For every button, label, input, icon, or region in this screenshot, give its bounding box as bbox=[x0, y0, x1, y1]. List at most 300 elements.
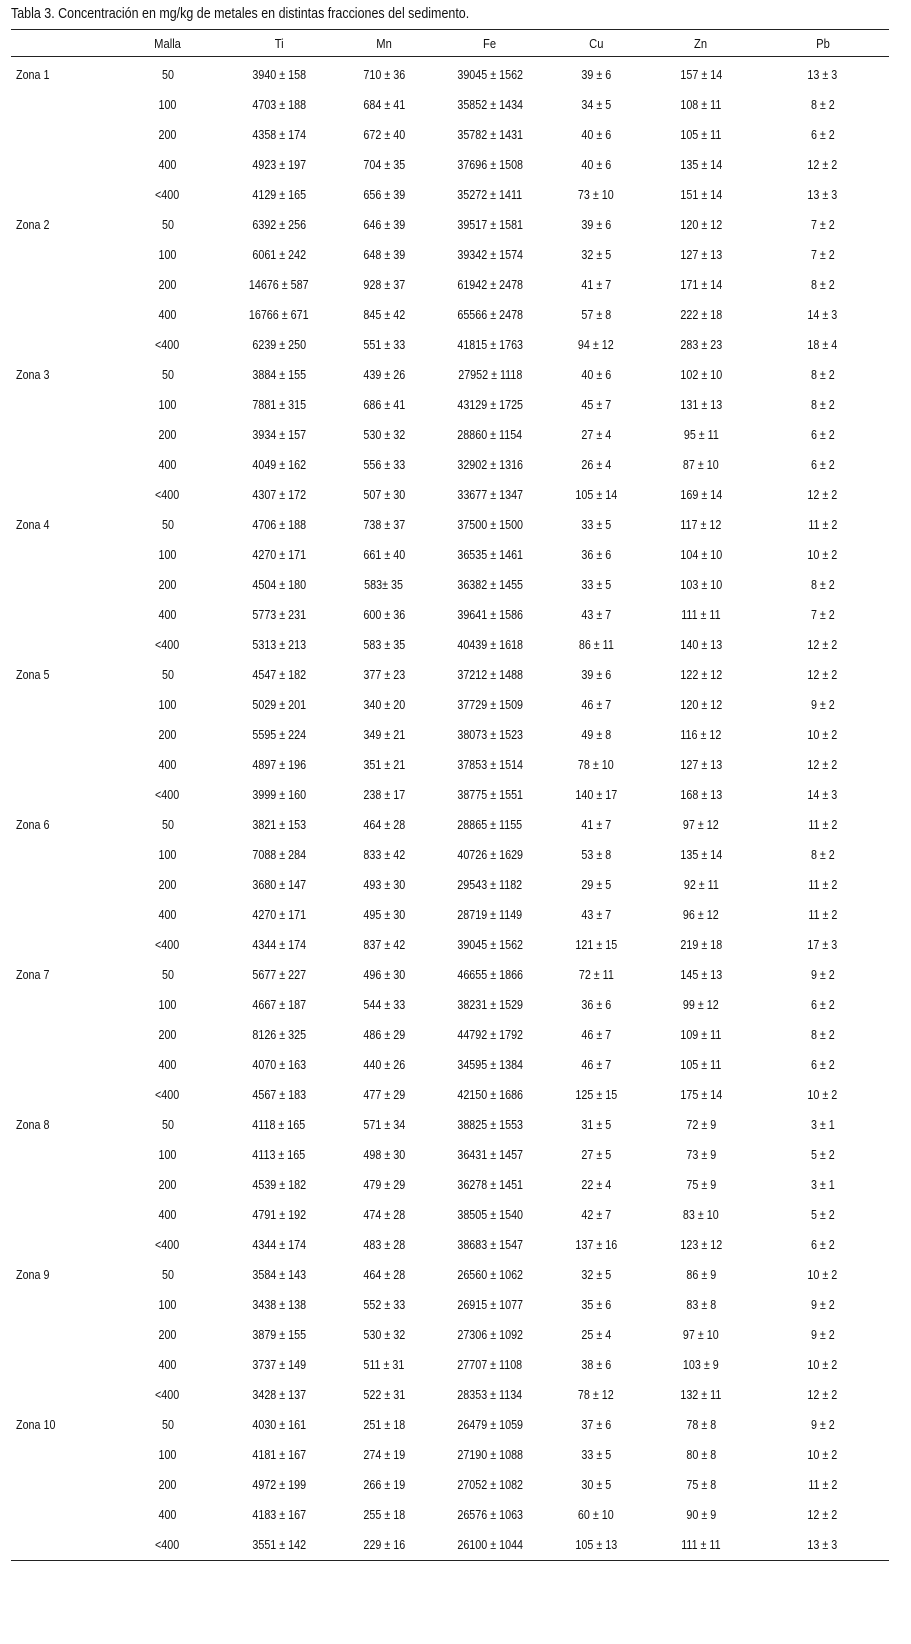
pb-cell: 18 ± 4 bbox=[807, 338, 838, 352]
ti-cell: 3999 ± 160 bbox=[252, 788, 306, 802]
table-row bbox=[11, 870, 889, 900]
fe-cell: 38775 ± 1551 bbox=[457, 788, 523, 802]
ti-cell: 4113 ± 165 bbox=[252, 1148, 306, 1162]
mn-cell: 495 ± 30 bbox=[363, 908, 405, 922]
mn-cell: 229 ± 16 bbox=[363, 1538, 405, 1552]
malla-cell: 50 bbox=[161, 218, 174, 232]
ti-cell: 7881 ± 315 bbox=[252, 398, 306, 412]
mn-cell: 496 ± 30 bbox=[363, 968, 405, 982]
pb-cell: 12 ± 2 bbox=[807, 758, 838, 772]
mn-cell: 648 ± 39 bbox=[363, 248, 405, 262]
malla-cell: 100 bbox=[158, 848, 177, 862]
table-row bbox=[11, 810, 889, 840]
ti-cell: 4897 ± 196 bbox=[252, 758, 306, 772]
fe-header: Fe bbox=[483, 35, 497, 51]
malla-cell: 50 bbox=[161, 668, 174, 682]
pb-cell: 10 ± 2 bbox=[807, 1448, 838, 1462]
ti-cell: 6061 ± 242 bbox=[252, 248, 306, 262]
pb-cell: 3 ± 1 bbox=[810, 1118, 835, 1132]
cu-cell: 36 ± 6 bbox=[581, 548, 611, 562]
cu-cell: 60 ± 10 bbox=[578, 1508, 614, 1522]
zone-label bbox=[11, 1020, 111, 1050]
malla-cell: 400 bbox=[158, 158, 177, 172]
cu-cell: 25 ± 4 bbox=[581, 1328, 611, 1342]
table-row bbox=[11, 1170, 889, 1200]
zn-cell: 80 ± 8 bbox=[686, 1448, 716, 1462]
cu-cell: 86 ± 11 bbox=[578, 638, 614, 652]
table-row bbox=[11, 240, 889, 270]
malla-cell: 100 bbox=[158, 1148, 177, 1162]
malla-cell: <400 bbox=[155, 1238, 180, 1252]
pb-cell: 7 ± 2 bbox=[810, 218, 835, 232]
zone-label: Zona 1 bbox=[16, 68, 50, 82]
fe-cell: 27707 ± 1108 bbox=[457, 1358, 523, 1372]
malla-cell: 200 bbox=[158, 1478, 177, 1492]
fe-cell: 27306 ± 1092 bbox=[457, 1328, 523, 1342]
zn-cell: 105 ± 11 bbox=[680, 128, 722, 142]
zn-cell: 72 ± 9 bbox=[686, 1118, 716, 1132]
mn-cell: 530 ± 32 bbox=[363, 428, 405, 442]
cu-cell: 140 ± 17 bbox=[575, 788, 617, 802]
zone-label: Zona 5 bbox=[16, 668, 50, 682]
zone-label bbox=[11, 1170, 111, 1200]
cu-cell: 27 ± 4 bbox=[581, 428, 611, 442]
mn-cell: 544 ± 33 bbox=[363, 998, 405, 1012]
zone-label bbox=[11, 1470, 111, 1500]
malla-cell: 50 bbox=[161, 1418, 174, 1432]
zn-cell: 73 ± 9 bbox=[686, 1148, 716, 1162]
table-row bbox=[11, 1290, 889, 1320]
zn-cell: 132 ± 11 bbox=[680, 1388, 722, 1402]
pb-cell: 8 ± 2 bbox=[810, 578, 835, 592]
fe-cell: 26560 ± 1062 bbox=[457, 1268, 523, 1282]
mn-cell: 479 ± 29 bbox=[363, 1178, 405, 1192]
fe-cell: 29543 ± 1182 bbox=[457, 878, 523, 892]
pb-cell: 13 ± 3 bbox=[807, 188, 838, 202]
table-row bbox=[11, 1470, 889, 1500]
cu-cell: 32 ± 5 bbox=[581, 248, 611, 262]
ti-cell: 6239 ± 250 bbox=[252, 338, 306, 352]
fe-cell: 36278 ± 1451 bbox=[457, 1178, 523, 1192]
pb-cell: 10 ± 2 bbox=[807, 728, 838, 742]
ti-cell: 3737 ± 149 bbox=[252, 1358, 306, 1372]
malla-cell: 200 bbox=[158, 278, 177, 292]
table-row bbox=[11, 1050, 889, 1080]
zone-label bbox=[11, 450, 111, 480]
metals-table bbox=[11, 29, 889, 1561]
ti-cell: 3821 ± 153 bbox=[252, 818, 306, 832]
mn-cell: 507 ± 30 bbox=[363, 488, 405, 502]
malla-cell: 100 bbox=[158, 398, 177, 412]
ti-cell: 4118 ± 165 bbox=[252, 1118, 306, 1132]
cu-cell: 34 ± 5 bbox=[581, 98, 611, 112]
zn-cell: 95 ± 11 bbox=[683, 428, 719, 442]
zn-cell: 86 ± 9 bbox=[686, 1268, 716, 1282]
mn-cell: 349 ± 21 bbox=[363, 728, 405, 742]
pb-cell: 10 ± 2 bbox=[807, 548, 838, 562]
zn-cell: 122 ± 12 bbox=[680, 668, 722, 682]
table-row bbox=[11, 1260, 889, 1290]
zone-label bbox=[11, 570, 111, 600]
cu-cell: 43 ± 7 bbox=[581, 908, 611, 922]
zn-cell: 157 ± 14 bbox=[680, 68, 722, 82]
zone-label bbox=[11, 120, 111, 150]
fe-cell: 39641 ± 1586 bbox=[457, 608, 523, 622]
mn-cell: 600 ± 36 bbox=[363, 608, 405, 622]
malla-cell: 100 bbox=[158, 248, 177, 262]
fe-cell: 37853 ± 1514 bbox=[457, 758, 523, 772]
table-row bbox=[11, 390, 889, 420]
ti-header: Ti bbox=[274, 35, 284, 51]
malla-cell: 400 bbox=[158, 608, 177, 622]
zone-label: Zona 3 bbox=[16, 368, 50, 382]
malla-cell: 100 bbox=[158, 698, 177, 712]
fe-cell: 26915 ± 1077 bbox=[457, 1298, 523, 1312]
malla-cell: 50 bbox=[161, 518, 174, 532]
table-row bbox=[11, 510, 889, 540]
table-row bbox=[11, 660, 889, 690]
zone-header bbox=[11, 30, 111, 57]
zone-label: Zona 10 bbox=[16, 1418, 56, 1432]
zn-cell: 104 ± 10 bbox=[680, 548, 722, 562]
zn-cell: 168 ± 13 bbox=[680, 788, 722, 802]
mn-cell: 837 ± 42 bbox=[363, 938, 405, 952]
ti-cell: 4049 ± 162 bbox=[252, 458, 306, 472]
ti-cell: 3884 ± 155 bbox=[252, 368, 306, 382]
zn-cell: 90 ± 9 bbox=[686, 1508, 716, 1522]
fe-cell: 33677 ± 1347 bbox=[457, 488, 523, 502]
zone-label bbox=[11, 1500, 111, 1530]
zn-cell: 169 ± 14 bbox=[680, 488, 722, 502]
pb-cell: 6 ± 2 bbox=[810, 428, 835, 442]
malla-cell: 50 bbox=[161, 1268, 174, 1282]
ti-cell: 4791 ± 192 bbox=[252, 1208, 306, 1222]
cu-cell: 22 ± 4 bbox=[581, 1178, 611, 1192]
mn-cell: 464 ± 28 bbox=[363, 1268, 405, 1282]
zn-cell: 111 ± 11 bbox=[681, 608, 721, 622]
ti-cell: 3940 ± 158 bbox=[252, 68, 306, 82]
pb-cell: 5 ± 2 bbox=[810, 1208, 835, 1222]
table-row bbox=[11, 540, 889, 570]
table-row bbox=[11, 1440, 889, 1470]
fe-cell: 37729 ± 1509 bbox=[457, 698, 523, 712]
fe-cell: 37500 ± 1500 bbox=[457, 518, 523, 532]
malla-cell: <400 bbox=[155, 1088, 180, 1102]
zone-label bbox=[11, 1320, 111, 1350]
mn-cell: 552 ± 33 bbox=[363, 1298, 405, 1312]
fe-cell: 27952 ± 1118 bbox=[457, 368, 523, 382]
fe-cell: 37696 ± 1508 bbox=[457, 158, 523, 172]
cu-cell: 40 ± 6 bbox=[581, 158, 611, 172]
mn-cell: 583± 35 bbox=[364, 578, 404, 592]
mn-cell: 511 ± 31 bbox=[363, 1358, 405, 1372]
zone-label bbox=[11, 1080, 111, 1110]
cu-cell: 105 ± 14 bbox=[575, 488, 617, 502]
fe-cell: 37212 ± 1488 bbox=[457, 668, 523, 682]
pb-cell: 12 ± 2 bbox=[807, 488, 838, 502]
pb-cell: 8 ± 2 bbox=[810, 368, 835, 382]
mn-cell: 255 ± 18 bbox=[363, 1508, 405, 1522]
table-row bbox=[11, 1380, 889, 1410]
zn-cell: 105 ± 11 bbox=[680, 1058, 722, 1072]
ti-cell: 4344 ± 174 bbox=[252, 1238, 306, 1252]
fe-cell: 41815 ± 1763 bbox=[457, 338, 523, 352]
zn-cell: 171 ± 14 bbox=[680, 278, 722, 292]
cu-cell: 73 ± 10 bbox=[578, 188, 614, 202]
zone-label bbox=[11, 240, 111, 270]
cu-cell: 37 ± 6 bbox=[581, 1418, 611, 1432]
pb-cell: 8 ± 2 bbox=[810, 848, 835, 862]
cu-cell: 38 ± 6 bbox=[581, 1358, 611, 1372]
zn-cell: 222 ± 18 bbox=[680, 308, 722, 322]
mn-cell: 656 ± 39 bbox=[363, 188, 405, 202]
malla-cell: 100 bbox=[158, 998, 177, 1012]
ti-cell: 7088 ± 284 bbox=[252, 848, 306, 862]
ti-cell: 4307 ± 172 bbox=[252, 488, 306, 502]
table-row bbox=[11, 780, 889, 810]
ti-cell: 5595 ± 224 bbox=[252, 728, 306, 742]
zone-label bbox=[11, 630, 111, 660]
mn-cell: 522 ± 31 bbox=[363, 1388, 405, 1402]
malla-cell: 50 bbox=[161, 368, 174, 382]
cu-header: Cu bbox=[588, 35, 604, 51]
malla-cell: 400 bbox=[158, 758, 177, 772]
pb-cell: 12 ± 2 bbox=[807, 668, 838, 682]
zone-label bbox=[11, 1140, 111, 1170]
zn-cell: 83 ± 8 bbox=[686, 1298, 716, 1312]
malla-cell: <400 bbox=[155, 1538, 180, 1552]
cu-cell: 49 ± 8 bbox=[581, 728, 611, 742]
fe-cell: 27052 ± 1082 bbox=[457, 1478, 523, 1492]
zone-label bbox=[11, 600, 111, 630]
malla-cell: 50 bbox=[161, 68, 174, 82]
ti-cell: 4129 ± 165 bbox=[252, 188, 306, 202]
zone-label bbox=[11, 540, 111, 570]
fe-cell: 28860 ± 1154 bbox=[457, 428, 523, 442]
pb-cell: 12 ± 2 bbox=[807, 638, 838, 652]
zone-label bbox=[11, 1230, 111, 1260]
mn-cell: 483 ± 28 bbox=[363, 1238, 405, 1252]
malla-cell: 200 bbox=[158, 578, 177, 592]
zone-label bbox=[11, 150, 111, 180]
malla-cell: 200 bbox=[158, 128, 177, 142]
ti-cell: 4504 ± 180 bbox=[252, 578, 306, 592]
ti-cell: 4547 ± 182 bbox=[252, 668, 306, 682]
mn-cell: 340 ± 20 bbox=[363, 698, 405, 712]
ti-cell: 4070 ± 163 bbox=[252, 1058, 306, 1072]
pb-cell: 12 ± 2 bbox=[807, 1508, 838, 1522]
pb-cell: 10 ± 2 bbox=[807, 1268, 838, 1282]
zone-label bbox=[11, 330, 111, 360]
zn-cell: 103 ± 9 bbox=[683, 1358, 719, 1372]
zn-cell: 117 ± 12 bbox=[680, 518, 722, 532]
zone-label bbox=[11, 750, 111, 780]
malla-cell: 400 bbox=[158, 1508, 177, 1522]
cu-cell: 125 ± 15 bbox=[575, 1088, 617, 1102]
cu-cell: 33 ± 5 bbox=[581, 578, 611, 592]
pb-cell: 17 ± 3 bbox=[807, 938, 838, 952]
zn-cell: 99 ± 12 bbox=[683, 998, 719, 1012]
mn-cell: 251 ± 18 bbox=[363, 1418, 405, 1432]
malla-cell: 400 bbox=[158, 908, 177, 922]
zone-label: Zona 2 bbox=[16, 218, 50, 232]
pb-cell: 6 ± 2 bbox=[810, 1058, 835, 1072]
fe-cell: 44792 ± 1792 bbox=[457, 1028, 523, 1042]
fe-cell: 32902 ± 1316 bbox=[457, 458, 523, 472]
cu-cell: 46 ± 7 bbox=[581, 1058, 611, 1072]
zn-cell: 151 ± 14 bbox=[680, 188, 722, 202]
zn-cell: 283 ± 23 bbox=[680, 338, 722, 352]
mn-cell: 477 ± 29 bbox=[363, 1088, 405, 1102]
zn-cell: 96 ± 12 bbox=[683, 908, 719, 922]
mn-cell: 710 ± 36 bbox=[363, 68, 405, 82]
table-row bbox=[11, 630, 889, 660]
pb-cell: 6 ± 2 bbox=[810, 128, 835, 142]
malla-cell: 50 bbox=[161, 818, 174, 832]
ti-cell: 3584 ± 143 bbox=[252, 1268, 306, 1282]
zn-cell: 108 ± 11 bbox=[680, 98, 722, 112]
table-row bbox=[11, 120, 889, 150]
malla-cell: <400 bbox=[155, 638, 180, 652]
pb-cell: 9 ± 2 bbox=[810, 1418, 835, 1432]
cu-cell: 57 ± 8 bbox=[581, 308, 611, 322]
ti-cell: 4183 ± 167 bbox=[252, 1508, 306, 1522]
table-row bbox=[11, 300, 889, 330]
zone-label bbox=[11, 900, 111, 930]
zn-cell: 219 ± 18 bbox=[680, 938, 722, 952]
ti-cell: 4972 ± 199 bbox=[252, 1478, 306, 1492]
zone-label bbox=[11, 1440, 111, 1470]
pb-cell: 14 ± 3 bbox=[807, 308, 838, 322]
zn-cell: 131 ± 13 bbox=[680, 398, 722, 412]
mn-cell: 583 ± 35 bbox=[363, 638, 405, 652]
pb-cell: 8 ± 2 bbox=[810, 98, 835, 112]
ti-cell: 4567 ± 183 bbox=[252, 1088, 306, 1102]
table-row bbox=[11, 1500, 889, 1530]
table-row bbox=[11, 1080, 889, 1110]
table-row bbox=[11, 690, 889, 720]
malla-cell: 400 bbox=[158, 1208, 177, 1222]
table-row bbox=[11, 750, 889, 780]
mn-cell: 439 ± 26 bbox=[363, 368, 405, 382]
pb-cell: 14 ± 3 bbox=[807, 788, 838, 802]
table-row bbox=[11, 180, 889, 210]
zone-label bbox=[11, 480, 111, 510]
table-row bbox=[11, 600, 889, 630]
malla-cell: 200 bbox=[158, 1028, 177, 1042]
cu-cell: 33 ± 5 bbox=[581, 1448, 611, 1462]
ti-cell: 4703 ± 188 bbox=[252, 98, 306, 112]
malla-cell: <400 bbox=[155, 938, 180, 952]
mn-cell: 474 ± 28 bbox=[363, 1208, 405, 1222]
zn-cell: 140 ± 13 bbox=[680, 638, 722, 652]
fe-cell: 36535 ± 1461 bbox=[457, 548, 523, 562]
zn-cell: 109 ± 11 bbox=[680, 1028, 722, 1042]
table-caption: Tabla 3. Concentración en mg/kg de metales en distintas fracciones del sedimento. bbox=[11, 6, 470, 22]
fe-cell: 42150 ± 1686 bbox=[457, 1088, 523, 1102]
ti-cell: 3438 ± 138 bbox=[252, 1298, 306, 1312]
ti-cell: 3428 ± 137 bbox=[252, 1388, 306, 1402]
pb-cell: 12 ± 2 bbox=[807, 1388, 838, 1402]
mn-cell: 377 ± 23 bbox=[363, 668, 405, 682]
mn-cell: 661 ± 40 bbox=[363, 548, 405, 562]
pb-cell: 7 ± 2 bbox=[810, 608, 835, 622]
mn-cell: 274 ± 19 bbox=[363, 1448, 405, 1462]
ti-cell: 6392 ± 256 bbox=[252, 218, 306, 232]
zone-label: Zona 8 bbox=[16, 1118, 50, 1132]
fe-cell: 27190 ± 1088 bbox=[457, 1448, 523, 1462]
zn-cell: 103 ± 10 bbox=[680, 578, 722, 592]
table-row bbox=[11, 1200, 889, 1230]
ti-cell: 4358 ± 174 bbox=[252, 128, 306, 142]
zone-label bbox=[11, 1380, 111, 1410]
mn-cell: 928 ± 37 bbox=[363, 278, 405, 292]
ti-cell: 4270 ± 171 bbox=[252, 548, 306, 562]
zone-label bbox=[11, 780, 111, 810]
cu-cell: 35 ± 6 bbox=[581, 1298, 611, 1312]
mn-cell: 833 ± 42 bbox=[363, 848, 405, 862]
fe-cell: 35852 ± 1434 bbox=[457, 98, 523, 112]
cu-cell: 72 ± 11 bbox=[578, 968, 614, 982]
pb-cell: 9 ± 2 bbox=[810, 1298, 835, 1312]
zn-cell: 127 ± 13 bbox=[680, 248, 722, 262]
malla-cell: 100 bbox=[158, 1448, 177, 1462]
table-row bbox=[11, 930, 889, 960]
table-row bbox=[11, 900, 889, 930]
cu-cell: 42 ± 7 bbox=[581, 1208, 611, 1222]
cu-cell: 36 ± 6 bbox=[581, 998, 611, 1012]
malla-cell: 100 bbox=[158, 1298, 177, 1312]
cu-cell: 39 ± 6 bbox=[581, 668, 611, 682]
fe-cell: 65566 ± 2478 bbox=[457, 308, 523, 322]
zn-cell: 97 ± 12 bbox=[683, 818, 719, 832]
table-row bbox=[11, 150, 889, 180]
fe-cell: 36431 ± 1457 bbox=[457, 1148, 523, 1162]
mn-cell: 498 ± 30 bbox=[363, 1148, 405, 1162]
zone-label bbox=[11, 300, 111, 330]
zone-label bbox=[11, 1350, 111, 1380]
malla-cell: 200 bbox=[158, 428, 177, 442]
pb-header: Pb bbox=[815, 35, 830, 51]
mn-cell: 684 ± 41 bbox=[363, 98, 405, 112]
zone-label bbox=[11, 420, 111, 450]
zn-cell: 175 ± 14 bbox=[680, 1088, 722, 1102]
malla-cell: 400 bbox=[158, 458, 177, 472]
zn-cell: 75 ± 8 bbox=[686, 1478, 716, 1492]
fe-cell: 38683 ± 1547 bbox=[457, 1238, 523, 1252]
ti-cell: 4667 ± 187 bbox=[252, 998, 306, 1012]
cu-cell: 46 ± 7 bbox=[581, 1028, 611, 1042]
cu-cell: 94 ± 12 bbox=[578, 338, 614, 352]
mn-cell: 266 ± 19 bbox=[363, 1478, 405, 1492]
pb-cell: 10 ± 2 bbox=[807, 1358, 838, 1372]
mn-cell: 530 ± 32 bbox=[363, 1328, 405, 1342]
table-row bbox=[11, 1110, 889, 1140]
malla-cell: <400 bbox=[155, 188, 180, 202]
cu-cell: 39 ± 6 bbox=[581, 218, 611, 232]
zn-cell: 127 ± 13 bbox=[680, 758, 722, 772]
malla-cell: 50 bbox=[161, 1118, 174, 1132]
zone-label: Zona 7 bbox=[16, 968, 50, 982]
zn-cell: 116 ± 12 bbox=[680, 728, 722, 742]
fe-cell: 46655 ± 1866 bbox=[457, 968, 523, 982]
table-row bbox=[11, 57, 889, 91]
mn-header: Mn bbox=[376, 35, 392, 51]
cu-cell: 45 ± 7 bbox=[581, 398, 611, 412]
table-row bbox=[11, 420, 889, 450]
fe-cell: 39517 ± 1581 bbox=[457, 218, 523, 232]
ti-cell: 3879 ± 155 bbox=[252, 1328, 306, 1342]
